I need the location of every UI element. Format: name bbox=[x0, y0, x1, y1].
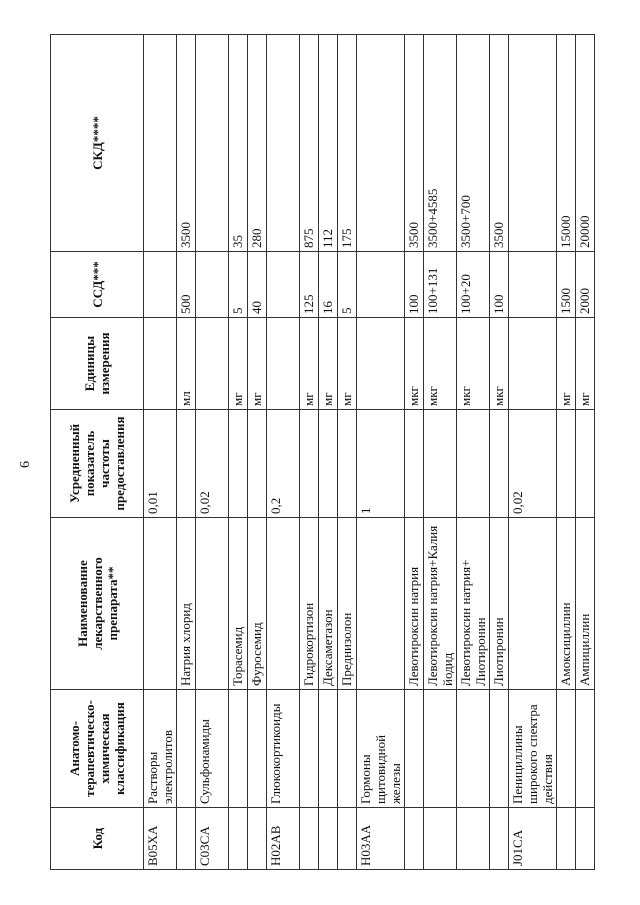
cell-skd bbox=[267, 35, 300, 252]
cell-code bbox=[338, 808, 357, 870]
table-row bbox=[248, 35, 267, 870]
cell-ssd: 125 bbox=[300, 252, 319, 318]
cell-skd bbox=[196, 35, 229, 252]
cell-atc bbox=[424, 690, 457, 808]
cell-units: мг bbox=[576, 318, 595, 410]
cell-code bbox=[557, 808, 576, 870]
cell-atc bbox=[319, 690, 338, 808]
cell-code: J01CA bbox=[509, 808, 557, 870]
cell-freq: 0,01 bbox=[144, 410, 177, 518]
cell-ssd: 500 bbox=[177, 252, 196, 318]
cell-ssd: 1500 bbox=[557, 252, 576, 318]
table-body bbox=[144, 35, 595, 870]
cell-units: мг bbox=[557, 318, 576, 410]
table-row bbox=[557, 35, 576, 870]
cell-units: мг bbox=[229, 318, 248, 410]
header-skd: СКД**** bbox=[51, 35, 144, 252]
cell-ssd: 16 bbox=[319, 252, 338, 318]
table-header-row bbox=[51, 35, 144, 870]
cell-units bbox=[144, 318, 177, 410]
cell-drug: Левотироксин натрия+Калия йодид bbox=[424, 518, 457, 690]
cell-skd: 35 bbox=[229, 35, 248, 252]
cell-code bbox=[457, 808, 490, 870]
cell-freq bbox=[576, 410, 595, 518]
header-drug: Наименование лекарственного препарата** bbox=[51, 518, 144, 690]
cell-code bbox=[490, 808, 509, 870]
cell-drug bbox=[196, 518, 229, 690]
cell-ssd bbox=[509, 252, 557, 318]
cell-code: C03CA bbox=[196, 808, 229, 870]
cell-atc: Глюкокортикоиды bbox=[267, 690, 300, 808]
cell-ssd: 2000 bbox=[576, 252, 595, 318]
table-row bbox=[576, 35, 595, 870]
cell-skd: 3500 bbox=[405, 35, 424, 252]
cell-code bbox=[300, 808, 319, 870]
cell-ssd bbox=[144, 252, 177, 318]
cell-drug: Фуросемид bbox=[248, 518, 267, 690]
cell-freq bbox=[177, 410, 196, 518]
cell-ssd: 5 bbox=[338, 252, 357, 318]
cell-drug: Натрия хлорид bbox=[177, 518, 196, 690]
cell-skd: 3500 bbox=[177, 35, 196, 252]
table-row bbox=[144, 35, 177, 870]
cell-drug bbox=[144, 518, 177, 690]
table-row bbox=[424, 35, 457, 870]
cell-code bbox=[576, 808, 595, 870]
cell-ssd bbox=[267, 252, 300, 318]
cell-freq: 0,02 bbox=[509, 410, 557, 518]
cell-atc: Сульфонамиды bbox=[196, 690, 229, 808]
cell-freq bbox=[229, 410, 248, 518]
cell-skd bbox=[509, 35, 557, 252]
cell-code bbox=[229, 808, 248, 870]
drug-table-sheet bbox=[50, 35, 610, 870]
header-code: Код bbox=[51, 808, 144, 870]
cell-ssd: 100+131 bbox=[424, 252, 457, 318]
cell-drug: Гидрокортизон bbox=[300, 518, 319, 690]
cell-drug bbox=[509, 518, 557, 690]
cell-freq bbox=[300, 410, 319, 518]
cell-code bbox=[248, 808, 267, 870]
cell-atc bbox=[177, 690, 196, 808]
header-units: Единицы измерения bbox=[51, 318, 144, 410]
table-row bbox=[229, 35, 248, 870]
header-atc: Анатомо-терапевтическо-химическая классификация bbox=[51, 690, 144, 808]
cell-code: H02AB bbox=[267, 808, 300, 870]
cell-atc bbox=[229, 690, 248, 808]
cell-drug bbox=[357, 518, 405, 690]
cell-atc bbox=[405, 690, 424, 808]
cell-drug: Дексаметазон bbox=[319, 518, 338, 690]
cell-drug: Лиотиронин bbox=[490, 518, 509, 690]
table-row bbox=[319, 35, 338, 870]
cell-freq: 0,2 bbox=[267, 410, 300, 518]
table-row bbox=[267, 35, 300, 870]
cell-ssd bbox=[196, 252, 229, 318]
cell-freq bbox=[457, 410, 490, 518]
cell-units: мг bbox=[248, 318, 267, 410]
cell-freq: 0,02 bbox=[196, 410, 229, 518]
cell-skd bbox=[144, 35, 177, 252]
cell-ssd bbox=[357, 252, 405, 318]
cell-atc bbox=[300, 690, 319, 808]
cell-atc bbox=[490, 690, 509, 808]
table-row bbox=[177, 35, 196, 870]
cell-units bbox=[357, 318, 405, 410]
cell-units: мг bbox=[319, 318, 338, 410]
table-row bbox=[196, 35, 229, 870]
cell-freq bbox=[405, 410, 424, 518]
table-row bbox=[405, 35, 424, 870]
table-row bbox=[457, 35, 490, 870]
cell-code bbox=[319, 808, 338, 870]
cell-code: B05XA bbox=[144, 808, 177, 870]
cell-atc: Пенициллины широкого спектра действия bbox=[509, 690, 557, 808]
cell-units bbox=[267, 318, 300, 410]
table-row bbox=[300, 35, 319, 870]
table-row bbox=[509, 35, 557, 870]
cell-ssd: 40 bbox=[248, 252, 267, 318]
cell-skd bbox=[357, 35, 405, 252]
cell-atc: Гормоны щитовидной железы bbox=[357, 690, 405, 808]
cell-units: мкг bbox=[490, 318, 509, 410]
cell-drug: Торасемид bbox=[229, 518, 248, 690]
cell-freq bbox=[490, 410, 509, 518]
cell-drug: Амоксициллин bbox=[557, 518, 576, 690]
cell-skd: 3500+4585 bbox=[424, 35, 457, 252]
cell-units: мкг bbox=[424, 318, 457, 410]
cell-atc bbox=[338, 690, 357, 808]
cell-drug bbox=[267, 518, 300, 690]
cell-skd: 175 bbox=[338, 35, 357, 252]
header-ssd: ССД*** bbox=[51, 252, 144, 318]
table-row bbox=[490, 35, 509, 870]
cell-units: мл bbox=[177, 318, 196, 410]
cell-atc bbox=[248, 690, 267, 808]
cell-code: H03AA bbox=[357, 808, 405, 870]
cell-freq bbox=[424, 410, 457, 518]
cell-units: мг bbox=[338, 318, 357, 410]
cell-skd: 3500 bbox=[490, 35, 509, 252]
cell-code bbox=[424, 808, 457, 870]
cell-ssd: 100+20 bbox=[457, 252, 490, 318]
cell-drug: Преднизолон bbox=[338, 518, 357, 690]
table-row bbox=[338, 35, 357, 870]
cell-skd: 280 bbox=[248, 35, 267, 252]
cell-freq bbox=[319, 410, 338, 518]
cell-ssd: 5 bbox=[229, 252, 248, 318]
cell-skd: 15000 bbox=[557, 35, 576, 252]
cell-freq bbox=[248, 410, 267, 518]
cell-skd: 875 bbox=[300, 35, 319, 252]
cell-atc bbox=[557, 690, 576, 808]
cell-ssd: 100 bbox=[405, 252, 424, 318]
cell-units bbox=[196, 318, 229, 410]
page-number: 6 bbox=[18, 461, 33, 468]
cell-atc: Растворы электролитов bbox=[144, 690, 177, 808]
cell-atc bbox=[457, 690, 490, 808]
cell-skd: 3500+700 bbox=[457, 35, 490, 252]
cell-freq: 1 bbox=[357, 410, 405, 518]
cell-freq bbox=[557, 410, 576, 518]
cell-drug: Левотироксин натрия+ Лиотиронин bbox=[457, 518, 490, 690]
cell-units: мкг bbox=[405, 318, 424, 410]
drug-table bbox=[50, 34, 595, 870]
cell-code bbox=[177, 808, 196, 870]
cell-drug: Ампициллин bbox=[576, 518, 595, 690]
header-freq: Усредненный показатель частоты предоставления bbox=[51, 410, 144, 518]
cell-freq bbox=[338, 410, 357, 518]
cell-ssd: 100 bbox=[490, 252, 509, 318]
cell-skd: 20000 bbox=[576, 35, 595, 252]
cell-units: мг bbox=[300, 318, 319, 410]
cell-units: мкг bbox=[457, 318, 490, 410]
cell-units bbox=[509, 318, 557, 410]
table-row bbox=[357, 35, 405, 870]
cell-atc bbox=[576, 690, 595, 808]
cell-skd: 112 bbox=[319, 35, 338, 252]
cell-drug: Левотироксин натрия bbox=[405, 518, 424, 690]
cell-code bbox=[405, 808, 424, 870]
